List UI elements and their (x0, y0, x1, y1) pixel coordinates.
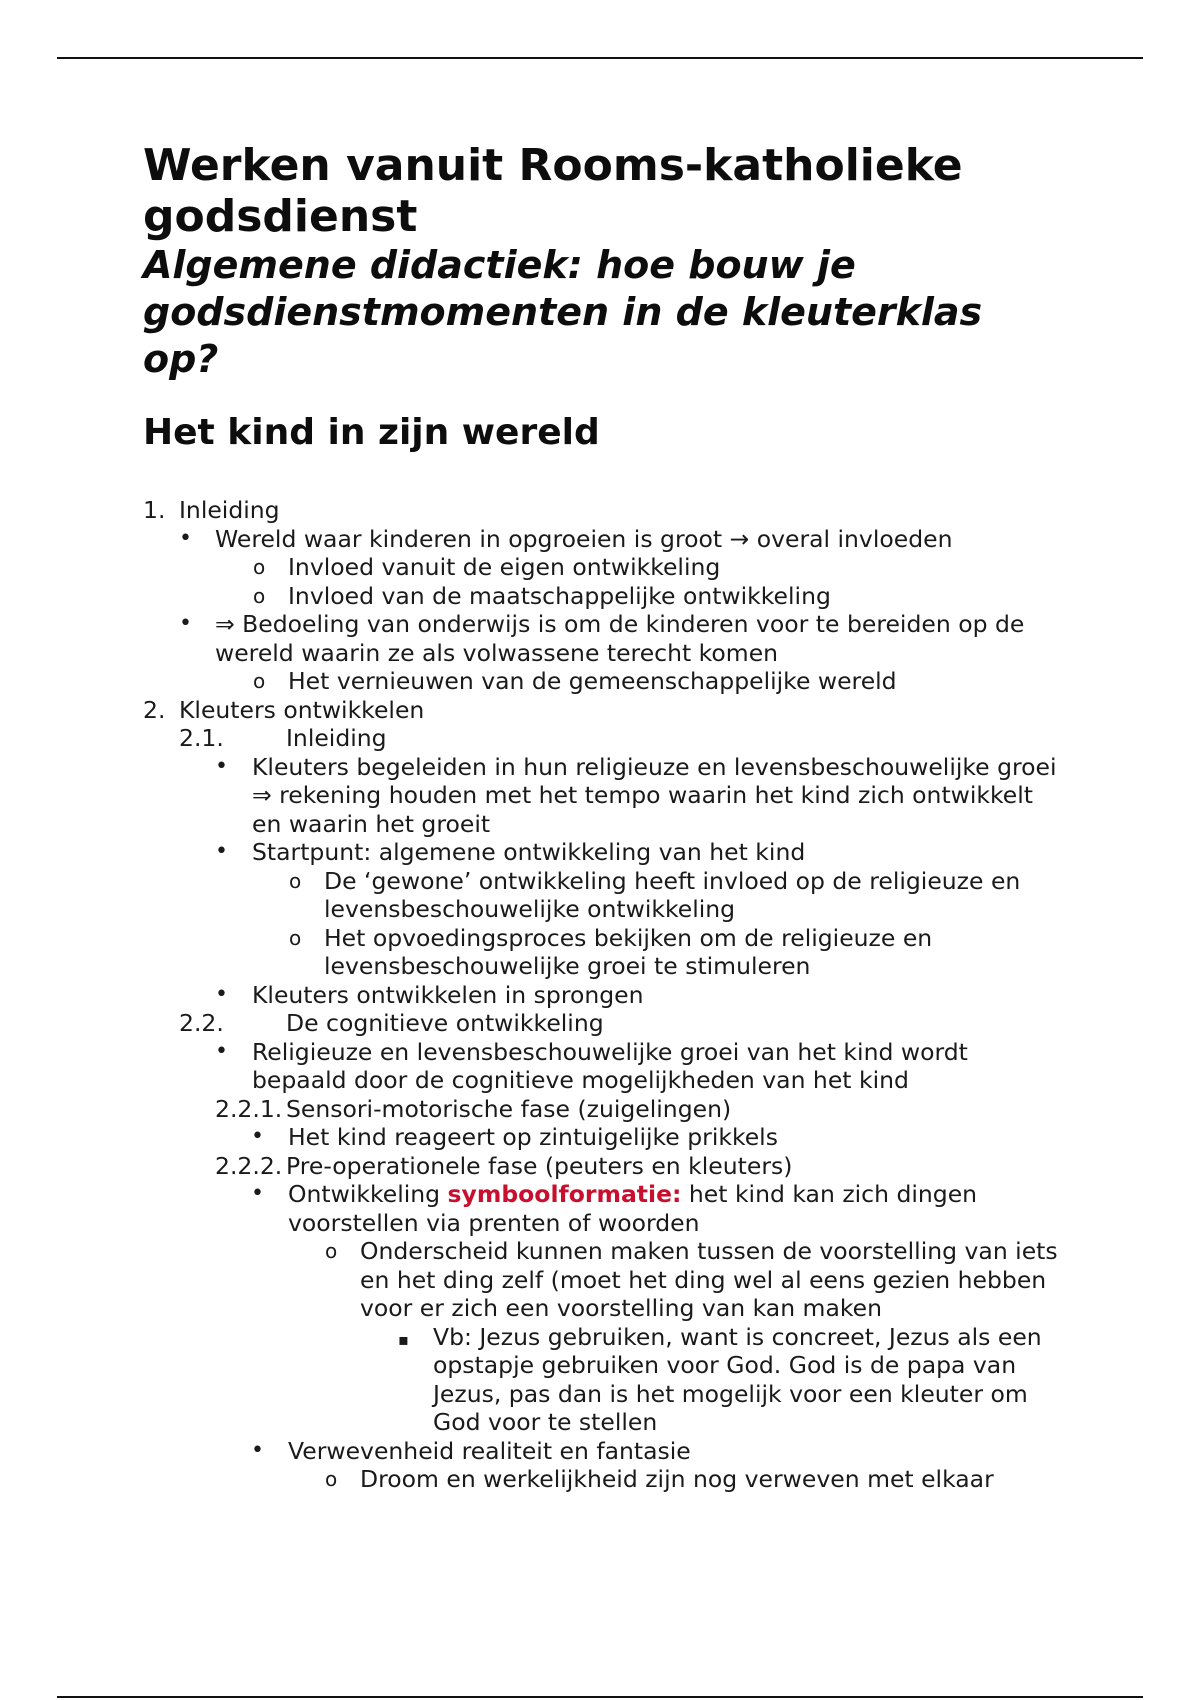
list-item-text: De cognitieve ontwikkeling (286, 1009, 604, 1037)
list-item-square-bullet (143, 1323, 1063, 1437)
list-item-text: Inleiding (179, 496, 280, 524)
circle-marker: o (325, 1467, 338, 1491)
square-marker: ▪ (398, 1329, 409, 1349)
circle-marker: o (289, 868, 302, 893)
list-item-text: Religieuze en levensbeschouwelijke groei van het kind wordt bepaald door de cognitieve mogelijkheden van het kind (252, 1037, 968, 1094)
text-segment: het kind kan zich dingen voorstellen via prenten of woorden (288, 1180, 978, 1237)
bullet-marker: • (179, 611, 192, 636)
list-item-text: Het kind reageert op zintuigelijke prikkels (288, 1123, 778, 1151)
list-item-text: Inleiding (286, 724, 387, 752)
bullet-marker: • (215, 1038, 228, 1064)
list-item-sub-bullet (143, 867, 1063, 924)
page-title: Werken vanuit Rooms-katholieke godsdienst (143, 140, 963, 242)
bullet-marker: • (215, 753, 228, 779)
list-item-text (288, 1180, 1063, 1237)
list-item-text: Verwevenheid realiteit en fantasie (288, 1436, 691, 1465)
bullet-marker: • (215, 981, 228, 1007)
list-item-text: De ‘gewone’ ontwikkeling heeft invloed op de religieuze en levensbeschouwelijke ontwikkeling (324, 866, 1021, 923)
bullet-marker: • (251, 1124, 264, 1149)
bullet-marker: • (179, 525, 192, 551)
list-item-text: Startpunt: algemene ontwikkeling van het kind (252, 838, 806, 866)
list-number: 1. (143, 496, 166, 524)
list-item-bullet (143, 1437, 1063, 1466)
list-item-sub-bullet (143, 667, 1063, 696)
list-number: 2. (143, 695, 166, 724)
circle-marker: o (289, 925, 302, 950)
list-item-subsection (143, 1009, 1063, 1038)
list-item-sub-bullet (143, 924, 1063, 981)
list-item-bullet (143, 981, 1063, 1010)
text-segment: Ontwikkeling (288, 1180, 448, 1208)
list-item-text: Het opvoedingsproces bekijken om de religieuze en levensbeschouwelijke groei te stimuleren (324, 923, 933, 980)
circle-marker: o (253, 583, 266, 608)
circle-marker: o (253, 555, 266, 579)
list-item-subsubsection (143, 1095, 1063, 1124)
list-item-text: Pre-operationele fase (peuters en kleuters) (286, 1151, 793, 1180)
list-item-subsection (143, 724, 1063, 753)
list-item-text: ⇒ Bedoeling van onderwijs is om de kinderen voor te bereiden op de wereld waarin ze als volwassene terecht komen (215, 610, 1025, 667)
header-rule (57, 57, 1143, 59)
document-body (143, 140, 1063, 1494)
list-item-numbered (143, 696, 1063, 725)
list-item-text: Invloed vanuit de eigen ontwikkeling (288, 553, 721, 581)
list-item-text: Wereld waar kinderen in opgroeien is groot → overal invloeden (215, 524, 953, 553)
list-item-sub-bullet (143, 1465, 1063, 1494)
list-item-bullet (143, 525, 1063, 554)
list-item-bullet (143, 1180, 1063, 1237)
circle-marker: o (325, 1239, 338, 1263)
list-item-text: Sensori-motorische fase (zuigelingen) (286, 1094, 732, 1123)
list-item-subsubsection (143, 1152, 1063, 1181)
subsection-number: 2.2.1. (215, 1094, 283, 1123)
list-item-sub-bullet (143, 1237, 1063, 1323)
list-item-sub-bullet (143, 553, 1063, 582)
subsection-number: 2.1. (179, 724, 224, 752)
outline-list (143, 496, 1063, 1494)
subsection-number: 2.2. (179, 1009, 224, 1037)
list-item-bullet (143, 838, 1063, 867)
list-item-bullet (143, 753, 1063, 839)
section-heading: Het kind in zijn wereld (143, 412, 600, 453)
list-item-numbered (143, 496, 1063, 525)
bullet-marker: • (251, 1181, 264, 1206)
list-item-text: Kleuters ontwikkelen (179, 695, 425, 724)
list-item-text: Het vernieuwen van de gemeenschappelijke wereld (288, 667, 897, 695)
list-item-text: Droom en werkelijkheid zijn nog verweven met elkaar (360, 1465, 994, 1493)
list-item-text: Invloed van de maatschappelijke ontwikkeling (288, 581, 831, 610)
list-item-bullet (143, 610, 1063, 667)
page-subtitle: Algemene didactiek: hoe bouw je godsdienstmomenten in de kleuterklas op? (143, 243, 983, 381)
bullet-marker: • (215, 839, 228, 864)
bullet-marker: • (251, 1437, 264, 1463)
list-item-text: Kleuters begeleiden in hun religieuze en levensbeschouwelijke groei ⇒ rekening houden met het tempo waarin het kind zich ontwikkelt en waarin het groeit (252, 752, 1057, 838)
list-item-bullet (143, 1038, 1063, 1095)
footer-rule (57, 1696, 1143, 1698)
list-item-text: Vb: Jezus gebruiken, want is concreet, Jezus als een opstapje gebruiken voor God. God is de papa van Jezus, pas dan is het mogelijk voor een kleuter om God voor te stellen (433, 1322, 1042, 1436)
highlighted-term: symboolformatie: (447, 1180, 682, 1208)
circle-marker: o (253, 669, 266, 693)
list-item-text: Onderscheid kunnen maken tussen de voorstelling van iets en het ding zelf (moet het ding wel al eens gezien hebben voor er zich een voorstelling van kan maken (360, 1237, 1058, 1322)
list-item-sub-bullet (143, 582, 1063, 611)
list-item-text: Kleuters ontwikkelen in sprongen (252, 980, 644, 1009)
list-item-bullet (143, 1123, 1063, 1152)
subsection-number: 2.2.2. (215, 1151, 283, 1180)
